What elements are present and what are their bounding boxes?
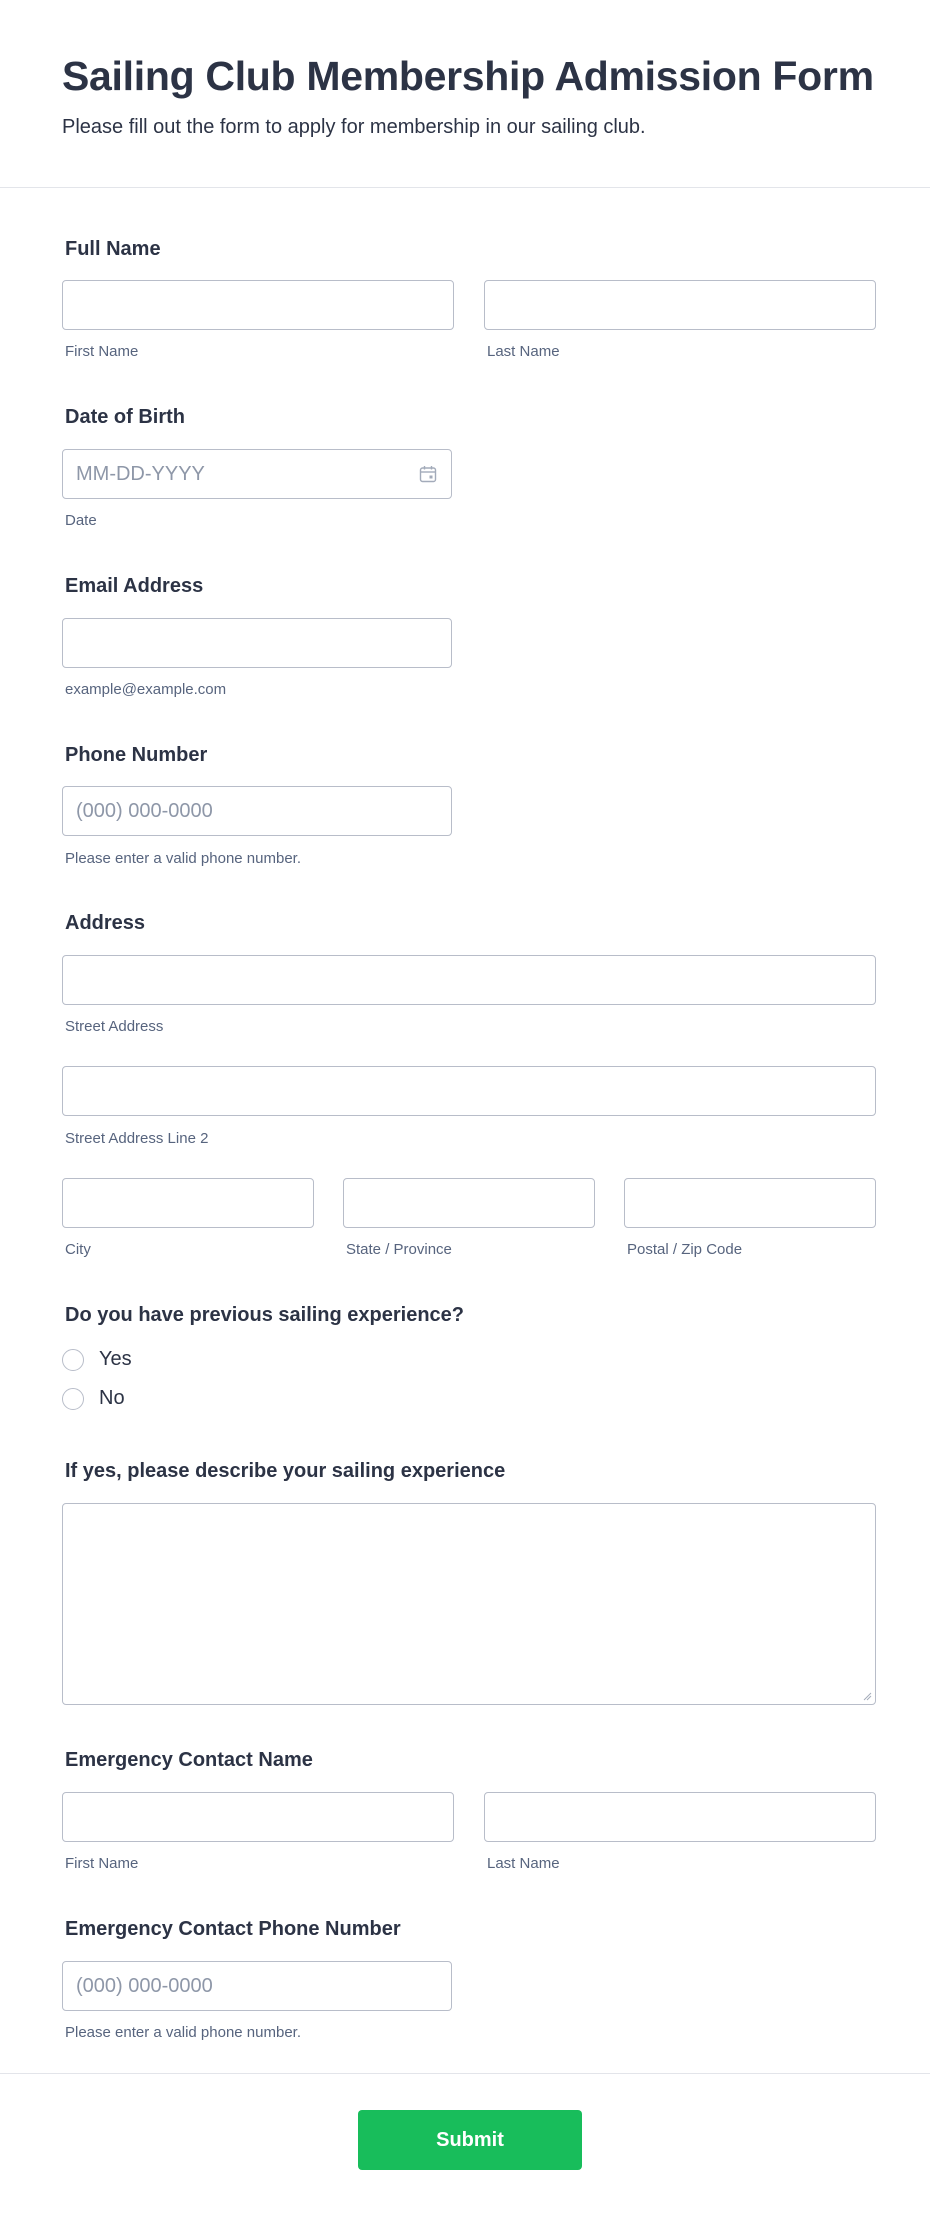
calendar-icon[interactable] xyxy=(419,465,437,483)
state-sublabel: State / Province xyxy=(346,1241,452,1258)
experience-desc-label: If yes, please describe your sailing experience xyxy=(65,1460,506,1482)
address-label: Address xyxy=(65,912,146,934)
form-title: Sailing Club Membership Admission Form xyxy=(62,53,874,99)
city-sublabel: City xyxy=(65,1241,91,1258)
first-name-sublabel: First Name xyxy=(65,343,139,360)
emergency-phone-sublabel: Please enter a valid phone number. xyxy=(65,2024,301,2041)
dob-label: Date of Birth xyxy=(65,406,185,428)
phone-label: Phone Number xyxy=(65,744,208,766)
form-header xyxy=(62,50,882,139)
emergency-phone-placeholder: (000) 000-0000 xyxy=(76,1975,213,1997)
street-address-line2-sublabel: Street Address Line 2 xyxy=(65,1130,209,1147)
email-label: Email Address xyxy=(65,575,204,597)
street-address-input[interactable] xyxy=(62,955,876,1005)
city-input[interactable] xyxy=(62,1178,314,1228)
radio-yes-label: Yes xyxy=(99,1348,132,1370)
radio-no-label: No xyxy=(99,1387,125,1409)
zip-input[interactable] xyxy=(624,1178,876,1228)
email-input[interactable] xyxy=(62,618,452,668)
dob-sublabel: Date xyxy=(65,512,97,529)
radio-no[interactable] xyxy=(62,1387,125,1410)
phone-input[interactable] xyxy=(62,786,452,836)
experience-label: Do you have previous sailing experience? xyxy=(65,1304,465,1326)
emergency-first-name-input[interactable] xyxy=(62,1792,454,1842)
radio-yes[interactable] xyxy=(62,1348,132,1371)
dob-placeholder: MM-DD-YYYY xyxy=(76,463,205,485)
phone-placeholder: (000) 000-0000 xyxy=(76,800,213,822)
emergency-phone-label: Emergency Contact Phone Number xyxy=(65,1918,401,1940)
resize-grip-icon[interactable] xyxy=(862,1691,872,1701)
last-name-input[interactable] xyxy=(484,280,876,330)
footer-divider xyxy=(0,2073,930,2074)
dob-input[interactable] xyxy=(62,449,452,499)
experience-desc-textarea[interactable] xyxy=(62,1503,876,1705)
last-name-sublabel: Last Name xyxy=(487,343,560,360)
header-divider xyxy=(0,187,930,188)
street-address-line2-input[interactable] xyxy=(62,1066,876,1116)
phone-sublabel: Please enter a valid phone number. xyxy=(65,850,301,867)
radio-yes-circle[interactable] xyxy=(62,1349,84,1371)
state-input[interactable] xyxy=(343,1178,595,1228)
zip-sublabel: Postal / Zip Code xyxy=(627,1241,743,1258)
emergency-name-label: Emergency Contact Name xyxy=(65,1749,313,1771)
emergency-last-name-input[interactable] xyxy=(484,1792,876,1842)
form-subtitle: Please fill out the form to apply for membership in our sailing club. xyxy=(62,116,646,138)
submit-button[interactable]: Submit xyxy=(358,2110,582,2170)
emergency-phone-input[interactable] xyxy=(62,1961,452,2011)
emergency-first-name-sublabel: First Name xyxy=(65,1855,139,1872)
full-name-label: Full Name xyxy=(65,238,161,260)
email-sublabel: example@example.com xyxy=(65,681,227,698)
first-name-input[interactable] xyxy=(62,280,454,330)
radio-no-circle[interactable] xyxy=(62,1388,84,1410)
street-address-sublabel: Street Address xyxy=(65,1018,164,1035)
emergency-last-name-sublabel: Last Name xyxy=(487,1855,560,1872)
